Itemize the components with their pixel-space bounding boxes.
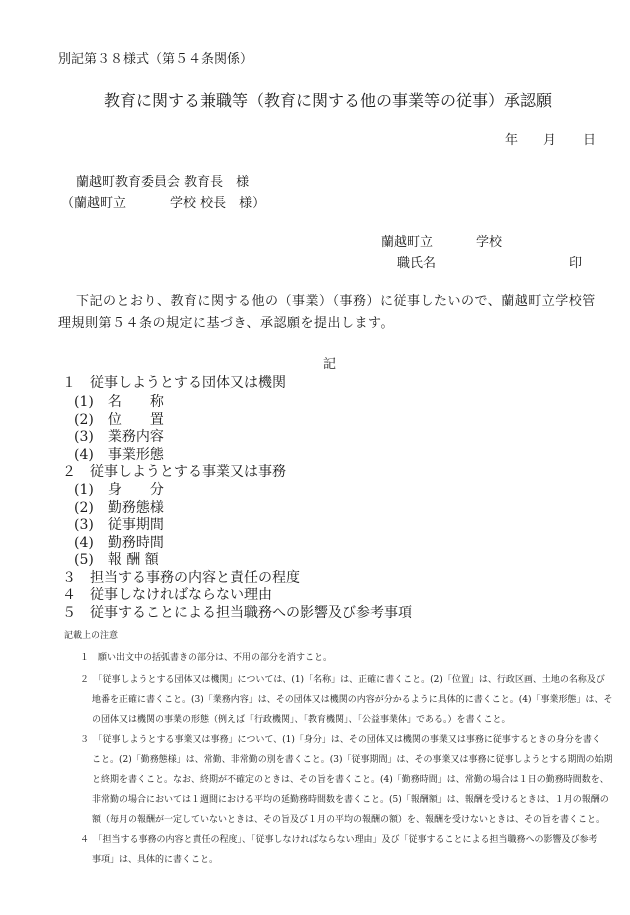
item-1-2: (2) 位 置 xyxy=(74,412,164,428)
item-1-3: (3) 業務内容 xyxy=(74,429,164,445)
note-4-line-2: 事項」は、具体的に書くこと。 xyxy=(92,855,219,865)
note-3-line-3: と終期を書くこと。なお、終期が不確定のときは、その旨を書くこと。(4)「勤務時間」は、常勤の場合は１日の勤務時間数を、 xyxy=(92,775,609,785)
note-2-line-3: の団体又は機関の事業の形態（例えば「行政機関」、「教育機関」、「公益事業体」である。）を書くこと。 xyxy=(92,715,511,725)
item-1-4: (4) 事業形態 xyxy=(74,447,164,463)
form-label: 別記第３８様式（第５４条関係） xyxy=(58,52,254,67)
note-2-line-2: 地番を正確に書くこと。(3)「業務内容」は、その団体又は機関の内容が分かるように具体的に書くこと。(4)「事業形態」は、そ xyxy=(92,695,613,705)
applicant-school-prefix: 蘭越町立 xyxy=(381,235,434,250)
item-1-1: (1) 名 称 xyxy=(74,394,164,410)
item-3: ３ 担当する事務の内容と責任の程度 xyxy=(62,570,300,586)
note-3-line-5: 額（毎月の報酬が一定していないときは、その旨及び１月の平均の報酬の額）を、報酬を受けないときは、その旨を書くこと。 xyxy=(92,815,606,825)
item-2: ２ 従事しようとする事業又は事務 xyxy=(62,464,286,480)
body-line-2: 理規則第５４条の規定に基づき、承認願を提出します。 xyxy=(58,316,394,331)
addressee-line2-suffix: 学校 校長 様） xyxy=(170,196,266,211)
date-year-label: 年 xyxy=(505,133,519,148)
item-2-1: (1) 身 分 xyxy=(74,482,164,498)
date-month-label: 月 xyxy=(543,133,557,148)
ki-heading: 記 xyxy=(323,357,337,372)
applicant-name-label: 職氏名 xyxy=(397,256,437,271)
item-1: １ 従事しようとする団体又は機関 xyxy=(62,375,286,391)
note-4-line-1: ４ 「担当する事務の内容と責任の程度」、「従事しなければならない理由」及び「従事することによる担当職務への影響及び参考 xyxy=(80,835,598,845)
date-day-label: 日 xyxy=(583,133,597,148)
item-2-2: (2) 勤務態様 xyxy=(74,500,164,516)
item-5: ５ 従事することによる担当職務への影響及び参考事項 xyxy=(62,605,412,621)
addressee-line1: 蘭越町教育委員会 教育長 様 xyxy=(76,175,250,190)
document-title: 教育に関する兼職等（教育に関する他の事業等の従事）承認願 xyxy=(104,91,553,110)
note-3-line-4: 非常勤の場合においては１週間における平均の延勤務時間数を書くこと。(5)「報酬額」は、報酬を受けるときは、１月の報酬の xyxy=(92,795,609,805)
item-2-4: (4) 勤務時間 xyxy=(74,535,164,551)
note-3-line-2: こと。(2)「勤務態様」は、常勤、非常勤の別を書くこと。(3)「従事期間」は、その事業又は事務に従事しようとする期間の始期 xyxy=(92,755,613,765)
notes-heading: 記載上の注意 xyxy=(64,631,119,641)
note-1: １ 願い出文中の括弧書きの部分は、不用の部分を消すこと。 xyxy=(80,653,333,663)
item-2-3: (3) 従事期間 xyxy=(74,517,164,533)
applicant-school-suffix: 学校 xyxy=(476,235,503,250)
item-2-5: (5) 報 酬 額 xyxy=(74,552,159,568)
note-3-line-1: ３ 「従事しようとする事業又は事務」について、(1)「身分」は、その団体又は機関の事業又は事務に従事するときの身分を書く xyxy=(80,735,601,745)
addressee-line2-prefix: （蘭越町立 xyxy=(61,196,127,211)
seal-mark: 印 xyxy=(569,256,583,271)
note-2-line-1: ２ 「従事しようとする団体又は機関」については、(1)「名称」は、正確に書くこと。(2)「位置」は、行政区画、土地の名称及び xyxy=(80,675,605,685)
body-line-1: 下記のとおり、教育に関する他の（事業）（事務）に従事したいので、蘭越町立学校管 xyxy=(76,294,596,309)
item-4: ４ 従事しなければならない理由 xyxy=(62,587,272,603)
